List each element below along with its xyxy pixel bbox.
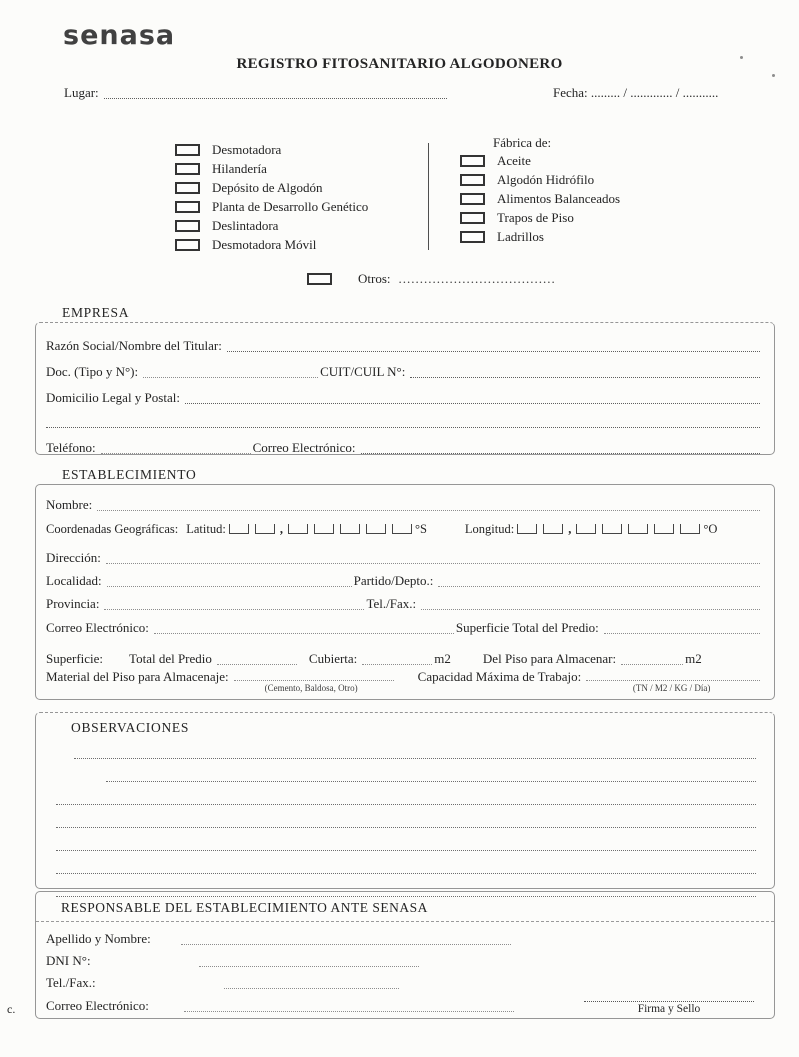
coordinate-digit-box xyxy=(543,524,563,534)
superficie-field xyxy=(46,636,762,667)
coordinate-digit-box xyxy=(366,524,386,534)
telfax-label: Tel./Fax.: xyxy=(46,975,96,990)
checkbox-icon xyxy=(460,155,485,167)
nombre-field xyxy=(46,488,762,513)
otros-label: Otros: xyxy=(358,271,391,286)
column-divider xyxy=(428,143,429,250)
scan-speck xyxy=(772,74,775,77)
coordinate-comma: , xyxy=(568,522,572,536)
fill-line xyxy=(227,340,760,352)
firma-fill-line xyxy=(584,992,754,1002)
facility-option-label: Deslintadora xyxy=(212,217,279,233)
domicilio-continuation xyxy=(46,406,762,430)
checkbox-icon xyxy=(460,174,485,186)
facility-option xyxy=(460,227,620,246)
fill-line xyxy=(234,669,394,681)
facility-option xyxy=(175,159,368,178)
fecha-field xyxy=(553,85,718,101)
lugar-label: Lugar: xyxy=(64,85,99,100)
correo-label: Correo Electrónico: xyxy=(252,440,356,455)
material-label: Material del Piso para Almacenaje: xyxy=(46,669,229,684)
cuit-label: CUIT/CUIL N°: xyxy=(320,364,406,379)
fill-line xyxy=(154,622,454,634)
coordinate-digit-box xyxy=(517,524,537,534)
facility-option xyxy=(460,189,620,208)
coordinate-digit-box xyxy=(255,524,275,534)
firma-label: Firma y Sello xyxy=(637,1003,701,1015)
coordinate-digit-box xyxy=(392,524,412,534)
coordinate-digit-box xyxy=(229,524,249,534)
empresa-section xyxy=(35,322,775,455)
telfax-field xyxy=(46,969,762,991)
fill-line xyxy=(185,392,760,404)
senasa-logo: senasa xyxy=(63,20,176,51)
razon-social-label: Razón Social/Nombre del Titular: xyxy=(46,338,222,353)
total-predio-label: Total del Predio xyxy=(129,651,212,666)
superficie-label: Superficie: xyxy=(46,651,104,666)
coordinate-digit-box xyxy=(628,524,648,534)
fill-line xyxy=(46,416,760,428)
fill-line xyxy=(438,575,760,587)
facility-option xyxy=(460,208,620,227)
fill-line xyxy=(184,1000,514,1012)
coordinate-digit-box xyxy=(340,524,360,534)
facility-option-label: Desmotadora xyxy=(212,141,282,157)
fill-line xyxy=(181,933,511,945)
coordenadas-field xyxy=(46,513,762,542)
establecimiento-section xyxy=(35,484,775,700)
apellido-field xyxy=(46,924,762,947)
lugar-fill-line xyxy=(104,87,447,99)
responsable-section xyxy=(35,891,775,1019)
telefono-label: Teléfono: xyxy=(46,440,96,455)
checkbox-icon xyxy=(175,201,200,213)
apellido-label: Apellido y Nombre: xyxy=(46,931,151,946)
checkbox-icon xyxy=(460,193,485,205)
facility-option-label: Algodón Hidrófilo xyxy=(497,171,595,187)
observaciones-line xyxy=(56,851,756,874)
coordinate-comma: , xyxy=(279,522,283,536)
material-note: (Cemento, Baldosa, Otro) xyxy=(264,683,358,693)
dni-label: DNI N°: xyxy=(46,953,91,968)
telfax-label: Tel./Fax.: xyxy=(366,596,417,611)
fill-line xyxy=(217,653,297,665)
facility-option xyxy=(175,235,368,254)
fill-line xyxy=(101,442,251,454)
coordenadas-label: Coordenadas Geográficas: xyxy=(46,522,179,536)
checkbox-icon xyxy=(307,273,332,285)
checkbox-icon xyxy=(175,163,200,175)
coordinate-digit-box xyxy=(288,524,308,534)
fill-line xyxy=(97,499,760,511)
facility-option xyxy=(175,197,368,216)
firma-area xyxy=(584,992,754,1015)
localidad-label: Localidad: xyxy=(46,573,102,588)
observaciones-line xyxy=(56,782,756,805)
razon-social-field xyxy=(46,326,762,354)
facility-option-label: Depósito de Algodón xyxy=(212,179,323,195)
facility-option-label: Desmotadora Móvil xyxy=(212,236,317,252)
coordinate-digit-box xyxy=(654,524,674,534)
fill-line xyxy=(421,598,760,610)
observaciones-section xyxy=(35,712,775,889)
latitud-suffix: °S xyxy=(414,522,427,536)
fabrica-de-header: Fábrica de: xyxy=(493,134,552,150)
fill-line xyxy=(410,366,760,378)
m2-label: m2 xyxy=(685,651,702,666)
longitud-suffix: °O xyxy=(703,522,718,536)
fill-line xyxy=(199,955,419,967)
facility-option xyxy=(460,170,620,189)
fill-line xyxy=(143,366,318,378)
facility-option xyxy=(175,178,368,197)
facility-option-label: Aceite xyxy=(497,152,531,168)
observaciones-line xyxy=(56,805,756,828)
fill-line xyxy=(604,622,760,634)
fecha-label: Fecha: xyxy=(553,85,588,100)
facility-option xyxy=(175,216,368,235)
otros-fill-line: ..................................... xyxy=(398,271,556,286)
facility-option-label: Alimentos Balanceados xyxy=(497,190,621,206)
observaciones-heading: OBSERVACIONES xyxy=(71,720,190,735)
piso-almacenar-label: Del Piso para Almacenar: xyxy=(482,651,617,666)
facility-option-label: Trapos de Piso xyxy=(497,209,574,225)
doc-label: Doc. (Tipo y N°): xyxy=(46,364,139,379)
fill-line xyxy=(362,653,432,665)
lugar-field xyxy=(64,85,449,101)
longitud-label: Longitud: xyxy=(464,522,515,536)
facility-types-right xyxy=(460,134,620,246)
fecha-fill-line: ......... / ............. / ........... xyxy=(590,85,719,100)
checkbox-icon xyxy=(175,182,200,194)
otros-option xyxy=(307,271,556,287)
facility-option-label: Hilandería xyxy=(212,160,267,176)
correo-label: Correo Electrónico: xyxy=(46,620,149,635)
dni-field xyxy=(46,947,762,969)
domicilio-label: Domicilio Legal y Postal: xyxy=(46,390,180,405)
domicilio-field xyxy=(46,380,762,406)
empresa-heading: EMPRESA xyxy=(62,305,130,320)
coordinate-digit-box xyxy=(314,524,334,534)
fill-line xyxy=(106,552,760,564)
checkbox-icon xyxy=(460,212,485,224)
coordinate-digit-box xyxy=(576,524,596,534)
provincia-label: Provincia: xyxy=(46,596,100,611)
fill-line xyxy=(107,575,352,587)
provincia-field xyxy=(46,589,762,612)
establecimiento-heading: ESTABLECIMIENTO xyxy=(62,467,197,482)
fill-line xyxy=(621,653,683,665)
facility-types-left xyxy=(175,140,368,254)
observaciones-line xyxy=(74,736,756,759)
coordinate-digit-box xyxy=(602,524,622,534)
correo-label: Correo Electrónico: xyxy=(46,998,149,1013)
capacidad-label: Capacidad Máxima de Trabajo: xyxy=(417,669,582,684)
form-title: REGISTRO FITOSANITARIO ALGODONERO xyxy=(236,56,563,72)
capacidad-note: (TN / M2 / KG / Día) xyxy=(632,683,711,693)
responsable-heading: RESPONSABLE DEL ESTABLECIMIENTO ANTE SENASA xyxy=(36,895,774,922)
checkbox-icon xyxy=(175,144,200,156)
direccion-label: Dirección: xyxy=(46,550,101,565)
coordinate-digit-box xyxy=(680,524,700,534)
facility-option xyxy=(460,151,620,170)
doc-cuit-field xyxy=(46,354,762,380)
checkbox-icon xyxy=(175,239,200,251)
observaciones-line xyxy=(56,828,756,851)
nombre-label: Nombre: xyxy=(46,497,93,512)
cubierta-label: Cubierta: xyxy=(308,651,358,666)
material-capacidad-field xyxy=(46,667,762,693)
facility-option-label: Ladrillos xyxy=(497,228,544,244)
checkbox-icon xyxy=(175,220,200,232)
partido-label: Partido/Depto.: xyxy=(353,573,434,588)
direccion-field xyxy=(46,542,762,566)
fill-line xyxy=(361,442,760,454)
latitud-label: Latitud: xyxy=(186,522,226,536)
checkbox-icon xyxy=(460,231,485,243)
localidad-field xyxy=(46,566,762,589)
observaciones-line xyxy=(106,759,756,782)
telefono-correo-field xyxy=(46,430,762,456)
facility-option xyxy=(175,140,368,159)
corner-note: c. xyxy=(7,1002,16,1016)
fill-line xyxy=(104,598,364,610)
superficie-total-label: Superficie Total del Predio: xyxy=(455,620,599,635)
fill-line xyxy=(586,669,760,681)
correo-superficie-field xyxy=(46,612,762,636)
scan-speck xyxy=(740,56,743,59)
facility-option-label: Planta de Desarrollo Genético xyxy=(212,198,369,214)
fill-line xyxy=(224,977,399,989)
m2-label: m2 xyxy=(434,651,451,666)
